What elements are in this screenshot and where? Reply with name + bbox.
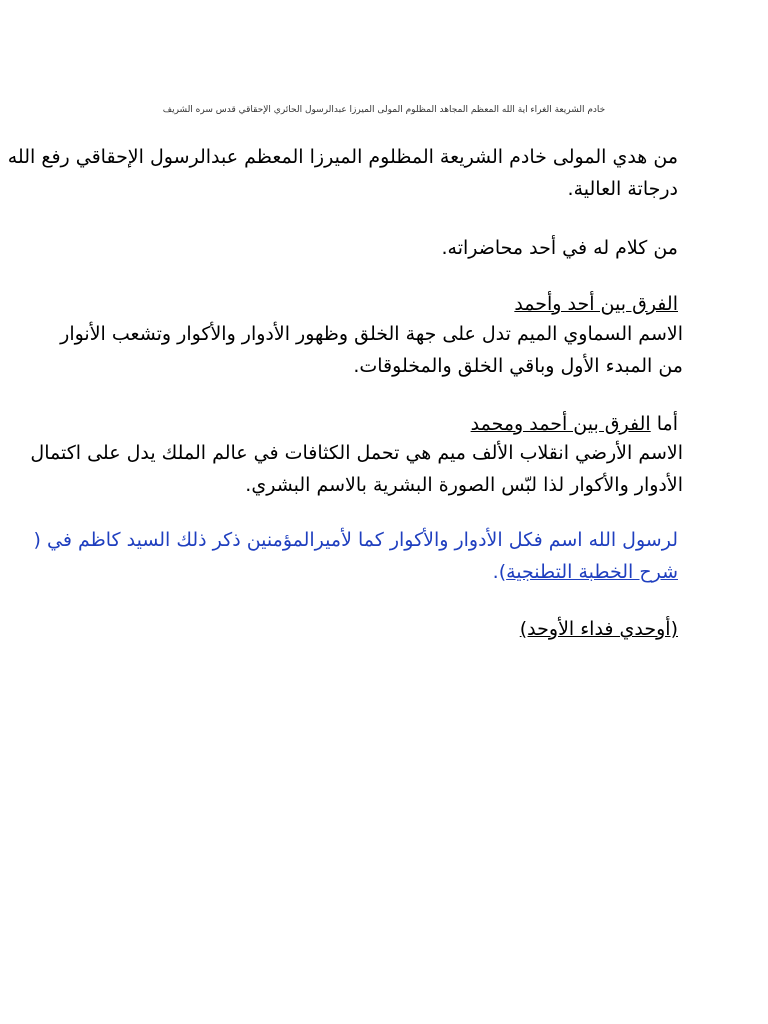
quote-line-2-end: ). xyxy=(492,561,507,583)
section1-line-2: من المبدء الأول وباقي الخلق والمخلوقات. xyxy=(353,355,683,377)
quote-book-title: شرح الخطبة التطنجية xyxy=(506,561,678,583)
quote-line-1 xyxy=(33,524,678,556)
section1-paragraph xyxy=(60,318,683,382)
intro-paragraph xyxy=(7,141,678,205)
section2-heading-underlined: الفرق بين أحمد ومحمد xyxy=(470,413,651,435)
section2-heading xyxy=(88,408,678,440)
quote-line-1-main: لرسول الله اسم فكل الأدوار والأكوار كما لأميرالمؤمنين ذكر ذلك السيد كاظم في xyxy=(47,529,678,551)
section2-heading-prefix: أما xyxy=(650,413,678,435)
section2-line-1: الاسم الأرضي انقلاب الألف ميم هي تحمل الكثافات في عالم الملك يدل على اكتمال xyxy=(30,442,683,464)
section2-paragraph xyxy=(30,437,683,501)
intro-line-1: من هدي المولى خادم الشريعة المظلوم الميرزا المعظم عبدالرسول الإحقاقي رفع الله xyxy=(7,146,678,168)
signature xyxy=(88,613,678,645)
source-line: من كلام له في أحد محاضراته. xyxy=(441,237,678,259)
section2-heading-line xyxy=(88,408,678,440)
quote-line-2 xyxy=(88,556,678,588)
quote-open-paren: ( xyxy=(33,529,41,551)
signature-text: (أوحدي فداء الأوحد) xyxy=(519,618,678,640)
document-header-subtitle: خادم الشريعة الغراء آية الله المعظم المجاهد المظلوم المولى الميرزا عبدالرسول الحائري الإحقاقي قدس سره الشريف xyxy=(162,105,606,115)
section2-line-2: الأدوار والأكوار لذا لبّس الصورة البشرية بالاسم البشري. xyxy=(245,474,683,496)
section1-heading xyxy=(88,288,678,320)
quote-paragraph xyxy=(33,524,678,588)
intro-line-2: درجاتة العالية. xyxy=(567,178,678,200)
source-paragraph xyxy=(88,232,678,264)
section1-heading-text: الفرق بين أحد وأحمد xyxy=(514,293,678,315)
section1-line-1: الاسم السماوي الميم تدل على جهة الخلق وظهور الأدوار والأكوار وتشعب الأنوار xyxy=(60,323,683,345)
